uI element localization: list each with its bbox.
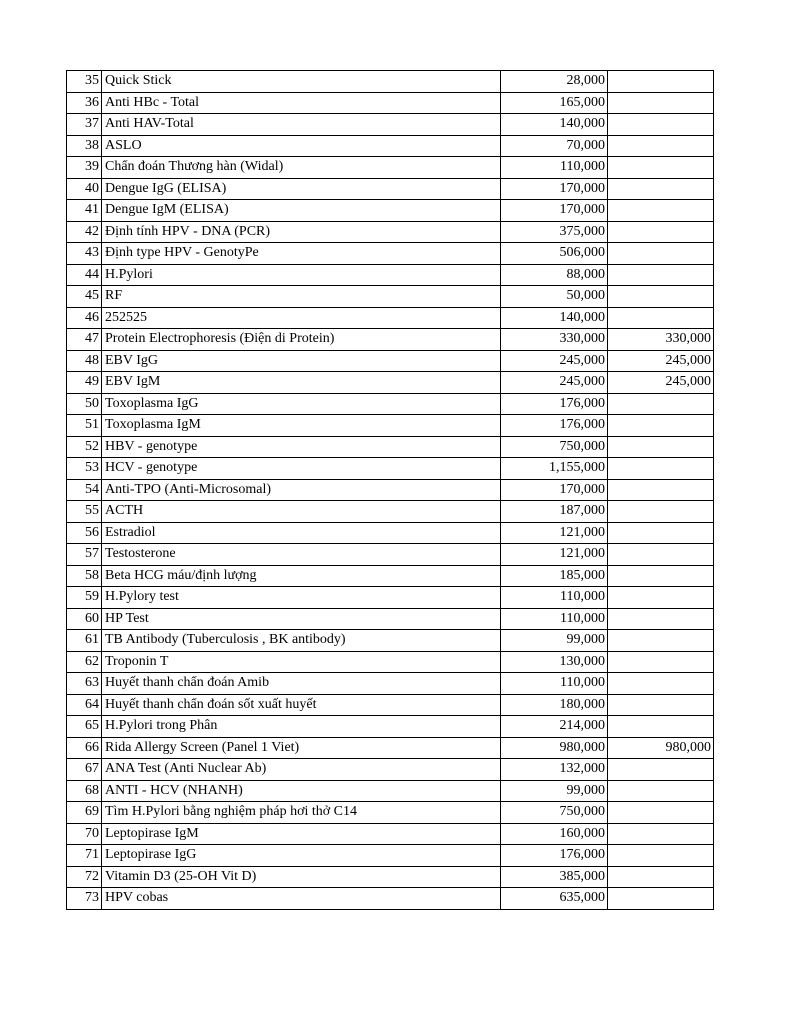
test-extra-price <box>608 92 714 114</box>
table-row <box>67 759 714 781</box>
test-price: 140,000 <box>501 307 608 329</box>
test-price: 121,000 <box>501 544 608 566</box>
table-row <box>67 329 714 351</box>
test-price: 214,000 <box>501 716 608 738</box>
table-row <box>67 264 714 286</box>
row-number: 40 <box>67 178 102 200</box>
test-name: Beta HCG máu/định lượng <box>102 565 501 587</box>
test-name: Testosterone <box>102 544 501 566</box>
test-price: 185,000 <box>501 565 608 587</box>
row-number: 73 <box>67 888 102 910</box>
test-extra-price <box>608 544 714 566</box>
row-number: 65 <box>67 716 102 738</box>
test-price: 176,000 <box>501 415 608 437</box>
test-price: 160,000 <box>501 823 608 845</box>
row-number: 51 <box>67 415 102 437</box>
test-name: TB Antibody (Tuberculosis , BK antibody) <box>102 630 501 652</box>
test-name: Anti HBc - Total <box>102 92 501 114</box>
row-number: 63 <box>67 673 102 695</box>
test-extra-price: 245,000 <box>608 372 714 394</box>
test-name: Troponin T <box>102 651 501 673</box>
test-name: Anti-TPO (Anti-Microsomal) <box>102 479 501 501</box>
test-price: 110,000 <box>501 608 608 630</box>
row-number: 36 <box>67 92 102 114</box>
test-price: 750,000 <box>501 436 608 458</box>
test-extra-price <box>608 436 714 458</box>
test-name: HP Test <box>102 608 501 630</box>
row-number: 57 <box>67 544 102 566</box>
row-number: 49 <box>67 372 102 394</box>
row-number: 48 <box>67 350 102 372</box>
price-table <box>66 70 714 910</box>
test-extra-price <box>608 565 714 587</box>
row-number: 46 <box>67 307 102 329</box>
row-number: 67 <box>67 759 102 781</box>
test-name: RF <box>102 286 501 308</box>
test-name: Anti HAV-Total <box>102 114 501 136</box>
row-number: 37 <box>67 114 102 136</box>
table-row <box>67 544 714 566</box>
test-name: ANA Test (Anti Nuclear Ab) <box>102 759 501 781</box>
table-row <box>67 479 714 501</box>
test-price: 140,000 <box>501 114 608 136</box>
test-extra-price <box>608 393 714 415</box>
test-name: ANTI - HCV (NHANH) <box>102 780 501 802</box>
row-number: 35 <box>67 71 102 93</box>
test-price: 635,000 <box>501 888 608 910</box>
test-price: 330,000 <box>501 329 608 351</box>
test-name: EBV IgG <box>102 350 501 372</box>
test-extra-price <box>608 866 714 888</box>
row-number: 55 <box>67 501 102 523</box>
test-name: H.Pylori trong Phân <box>102 716 501 738</box>
test-name: Chẩn đoán Thương hàn (Widal) <box>102 157 501 179</box>
test-name: Toxoplasma IgG <box>102 393 501 415</box>
test-price: 170,000 <box>501 479 608 501</box>
table-row <box>67 587 714 609</box>
test-price: 176,000 <box>501 393 608 415</box>
table-row <box>67 286 714 308</box>
row-number: 61 <box>67 630 102 652</box>
row-number: 41 <box>67 200 102 222</box>
table-row <box>67 823 714 845</box>
test-price: 245,000 <box>501 350 608 372</box>
test-name: Protein Electrophoresis (Điện di Protein) <box>102 329 501 351</box>
row-number: 44 <box>67 264 102 286</box>
test-extra-price <box>608 694 714 716</box>
table-row <box>67 501 714 523</box>
table-row <box>67 135 714 157</box>
test-price: 375,000 <box>501 221 608 243</box>
test-extra-price: 980,000 <box>608 737 714 759</box>
test-name: Định tính HPV - DNA (PCR) <box>102 221 501 243</box>
table-row <box>67 522 714 544</box>
test-name: ASLO <box>102 135 501 157</box>
table-row <box>67 565 714 587</box>
test-extra-price <box>608 823 714 845</box>
test-name: Huyết thanh chẩn đoán Amib <box>102 673 501 695</box>
row-number: 43 <box>67 243 102 265</box>
table-row <box>67 630 714 652</box>
test-name: HPV cobas <box>102 888 501 910</box>
test-price: 180,000 <box>501 694 608 716</box>
table-row <box>67 350 714 372</box>
table-row <box>67 458 714 480</box>
table-row <box>67 92 714 114</box>
row-number: 68 <box>67 780 102 802</box>
test-extra-price <box>608 71 714 93</box>
test-price: 170,000 <box>501 178 608 200</box>
table-row <box>67 845 714 867</box>
test-name: Vitamin D3 (25-OH Vit D) <box>102 866 501 888</box>
test-name: Leptopirase IgG <box>102 845 501 867</box>
row-number: 60 <box>67 608 102 630</box>
test-extra-price <box>608 845 714 867</box>
test-price: 121,000 <box>501 522 608 544</box>
test-name: Định type HPV - GenotyPe <box>102 243 501 265</box>
test-extra-price <box>608 802 714 824</box>
row-number: 45 <box>67 286 102 308</box>
table-row <box>67 608 714 630</box>
test-price: 99,000 <box>501 630 608 652</box>
table-body <box>67 71 714 910</box>
test-price: 110,000 <box>501 587 608 609</box>
row-number: 72 <box>67 866 102 888</box>
test-name: HBV - genotype <box>102 436 501 458</box>
row-number: 53 <box>67 458 102 480</box>
table-row <box>67 673 714 695</box>
table-row <box>67 200 714 222</box>
table-row <box>67 243 714 265</box>
table-row <box>67 114 714 136</box>
test-extra-price: 330,000 <box>608 329 714 351</box>
test-name: Dengue IgG (ELISA) <box>102 178 501 200</box>
test-extra-price <box>608 522 714 544</box>
test-price: 176,000 <box>501 845 608 867</box>
test-price: 28,000 <box>501 71 608 93</box>
test-name: Estradiol <box>102 522 501 544</box>
test-price: 130,000 <box>501 651 608 673</box>
row-number: 47 <box>67 329 102 351</box>
row-number: 42 <box>67 221 102 243</box>
test-extra-price <box>608 587 714 609</box>
test-name: ACTH <box>102 501 501 523</box>
test-extra-price <box>608 157 714 179</box>
test-price: 245,000 <box>501 372 608 394</box>
test-price: 165,000 <box>501 92 608 114</box>
table-row <box>67 737 714 759</box>
test-extra-price: 245,000 <box>608 350 714 372</box>
row-number: 70 <box>67 823 102 845</box>
test-extra-price <box>608 780 714 802</box>
test-name: Rida Allergy Screen (Panel 1 Viet) <box>102 737 501 759</box>
test-price: 385,000 <box>501 866 608 888</box>
test-extra-price <box>608 221 714 243</box>
test-extra-price <box>608 415 714 437</box>
test-extra-price <box>608 135 714 157</box>
row-number: 38 <box>67 135 102 157</box>
test-price: 50,000 <box>501 286 608 308</box>
test-extra-price <box>608 200 714 222</box>
table-row <box>67 157 714 179</box>
table-row <box>67 178 714 200</box>
test-extra-price <box>608 716 714 738</box>
table-row <box>67 393 714 415</box>
table-row <box>67 780 714 802</box>
row-number: 66 <box>67 737 102 759</box>
test-extra-price <box>608 458 714 480</box>
test-extra-price <box>608 264 714 286</box>
test-extra-price <box>608 307 714 329</box>
table-row <box>67 716 714 738</box>
test-extra-price <box>608 178 714 200</box>
test-extra-price <box>608 114 714 136</box>
test-name: Tìm H.Pylori bằng nghiệm pháp hơi thở C14 <box>102 802 501 824</box>
table-row <box>67 415 714 437</box>
test-name: Dengue IgM (ELISA) <box>102 200 501 222</box>
test-name: Toxoplasma IgM <box>102 415 501 437</box>
row-number: 58 <box>67 565 102 587</box>
row-number: 50 <box>67 393 102 415</box>
table-row <box>67 802 714 824</box>
test-extra-price <box>608 479 714 501</box>
table-row <box>67 372 714 394</box>
test-name: Leptopirase IgM <box>102 823 501 845</box>
table-row <box>67 71 714 93</box>
table-row <box>67 866 714 888</box>
table-row <box>67 651 714 673</box>
test-name: 252525 <box>102 307 501 329</box>
test-name: H.Pylory test <box>102 587 501 609</box>
row-number: 69 <box>67 802 102 824</box>
test-extra-price <box>608 759 714 781</box>
test-price: 506,000 <box>501 243 608 265</box>
test-price: 110,000 <box>501 157 608 179</box>
table-row <box>67 888 714 910</box>
test-extra-price <box>608 630 714 652</box>
table-row <box>67 436 714 458</box>
row-number: 64 <box>67 694 102 716</box>
table-row <box>67 694 714 716</box>
test-name: H.Pylori <box>102 264 501 286</box>
row-number: 62 <box>67 651 102 673</box>
test-name: EBV IgM <box>102 372 501 394</box>
test-name: Huyết thanh chẩn đoán sốt xuất huyết <box>102 694 501 716</box>
test-price: 70,000 <box>501 135 608 157</box>
row-number: 52 <box>67 436 102 458</box>
test-extra-price <box>608 651 714 673</box>
test-price: 110,000 <box>501 673 608 695</box>
row-number: 71 <box>67 845 102 867</box>
test-extra-price <box>608 243 714 265</box>
table-row <box>67 307 714 329</box>
test-name: Quick Stick <box>102 71 501 93</box>
test-price: 99,000 <box>501 780 608 802</box>
test-price: 1,155,000 <box>501 458 608 480</box>
test-price: 132,000 <box>501 759 608 781</box>
test-price: 170,000 <box>501 200 608 222</box>
row-number: 59 <box>67 587 102 609</box>
test-price: 980,000 <box>501 737 608 759</box>
test-extra-price <box>608 286 714 308</box>
test-price: 187,000 <box>501 501 608 523</box>
test-name: HCV - genotype <box>102 458 501 480</box>
row-number: 56 <box>67 522 102 544</box>
row-number: 39 <box>67 157 102 179</box>
test-extra-price <box>608 501 714 523</box>
test-extra-price <box>608 673 714 695</box>
test-extra-price <box>608 608 714 630</box>
row-number: 54 <box>67 479 102 501</box>
test-price: 88,000 <box>501 264 608 286</box>
test-extra-price <box>608 888 714 910</box>
test-price: 750,000 <box>501 802 608 824</box>
table-row <box>67 221 714 243</box>
